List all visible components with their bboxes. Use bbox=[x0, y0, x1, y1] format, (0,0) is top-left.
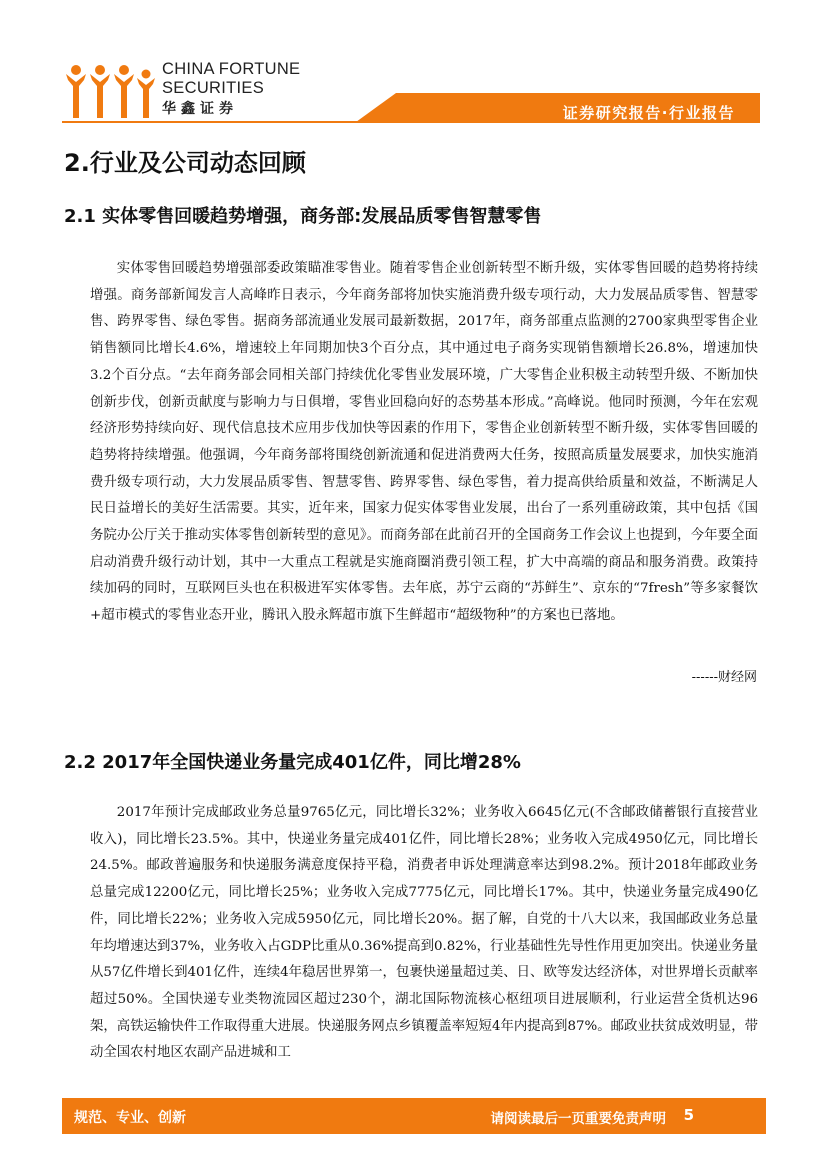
footer-disclaimer-link[interactable]: 请阅读最后一页重要免责声明 bbox=[490, 1111, 666, 1127]
footer-slogan: 规范、专业、创新 bbox=[74, 1110, 186, 1126]
logo-figure-2 bbox=[90, 65, 110, 118]
subsection-title-2-2: 2.2 2017年全国快递业务量完成401亿件，同比增28% bbox=[64, 752, 521, 773]
report-type-label: 证券研究报告·行业报告 bbox=[562, 104, 735, 122]
brand-name-cn: 华鑫证券 bbox=[162, 100, 238, 116]
brand-name-line1: CHINA FORTUNE bbox=[162, 60, 301, 78]
source-attribution: ------财经网 bbox=[691, 670, 757, 685]
subsection-body-2-1: 实体零售回暖趋势增强部委政策瞄准零售业。随着零售企业创新转型不断升级，实体零售回暖的趋势将持续增强。商务部新闻发言人高峰昨日表示，今年商务部将加快实施消费升级专项行动，大力发展品质零售、智慧零售、跨界零售、绿色零售。据商务部流通业发展司最新数据，2017年，商务部重点监测的2700家典型零售企业销售额同比增长4.6%，增速较上年同期加快3个百分点，其中通过电子商务实现销售额增长26.8%，增速加快3.2个百分点。“去年商务部会同相关部门持续优化零售业发展环境，广大零售企业积极主动转型升级、不断加快创新步伐，创新贡献度与影响力与日俱增，零售业回稳向好的态势基本形成。”高峰说。他同时预测，今年在宏观经济形势持续向好、现代信息技术应用步伐加快等因素的作用下，零售企业创新转型不断升级，实体零售回暖的趋势将持续增强。他强调，今年商务部将围绕创新流通和促进消费两大任务，按照高质量发展要求，加快实施消费升级专项行动，大力发展品质零售、智慧零售、跨界零售、绿色零售，着力提高供给质量和效益，不断满足人民日益增长的美好生活需要。其实，近年来，国家力促实体零售业发展，出台了一系列重磅政策，其中包括《国务院办公厅关于推动实体零售创新转型的意见》。而商务部在此前召开的全国商务工作会议上也提到，今年要全面启动消费升级行动计划，其中一大重点工程就是实施商圈消费引领工程，扩大中高端的商品和服务消费。政策持续加码的同时，互联网巨头也在积极进军实体零售。去年底，苏宁云商的“苏鲜生”、京东的“7fresh”等多家餐饮+超市模式的零售业态开业，腾讯入股永辉超市旗下生鲜超市“超级物种”的方案也已落地。 bbox=[90, 261, 758, 624]
footer bbox=[62, 1098, 766, 1134]
page-number: 5 bbox=[683, 1106, 694, 1124]
brand-name-line2: SECURITIES bbox=[162, 79, 265, 97]
logo-figure-4 bbox=[137, 70, 155, 119]
brand-block bbox=[162, 60, 300, 118]
section-title: 2.行业及公司动态回顾 bbox=[64, 149, 306, 177]
subsection-body-2-2: 2017年预计完成邮政业务总量9765亿元，同比增长32%；业务收入6645亿元(不含邮政储蓄银行直接营业收入)，同比增长23.5%。其中，快递业务量完成401亿件，同比增长28%；业务收入完成4950亿元，同比增长24.5%。邮政普遍服务和快递服务满意度保持平稳，消费者申诉处理满意率达到98.2%。预计2018年邮政业务总量完成12200亿元，同比增长25%；业务收入完成7775亿元，同比增长17%。其中，快递业务量完成490亿件，同比增长22%；业务收入完成5950亿元，同比增长20%。据了解，自党的十八大以来，我国邮政业务总量年均增速达到37%，业务收入占GDP比重从0.36%提高到0.82%，行业基础性先导性作用更加突出。快递业务量从57亿件增长到401亿件，连续4年稳居世界第一，包裹快递量超过美、日、欧等发达经济体，对世界增长贡献率超过50%。全国快递专业类物流园区超过230个，湖北国际物流核心枢纽项目进展顺利，行业运营全货机达96架，高铁运输快件工作取得重大进展。快递服务网点乡镇覆盖率短短4年内提高到87%。邮政业扶贫成效明显，带动全国农村地区农副产品进城和工 bbox=[90, 805, 758, 1061]
company-logo bbox=[62, 60, 156, 122]
logo-figure-1 bbox=[66, 65, 86, 118]
subsection-title-2-1: 2.1 实体零售回暖趋势增强，商务部:发展品质零售智慧零售 bbox=[64, 206, 542, 227]
logo-figure-3 bbox=[114, 65, 134, 118]
